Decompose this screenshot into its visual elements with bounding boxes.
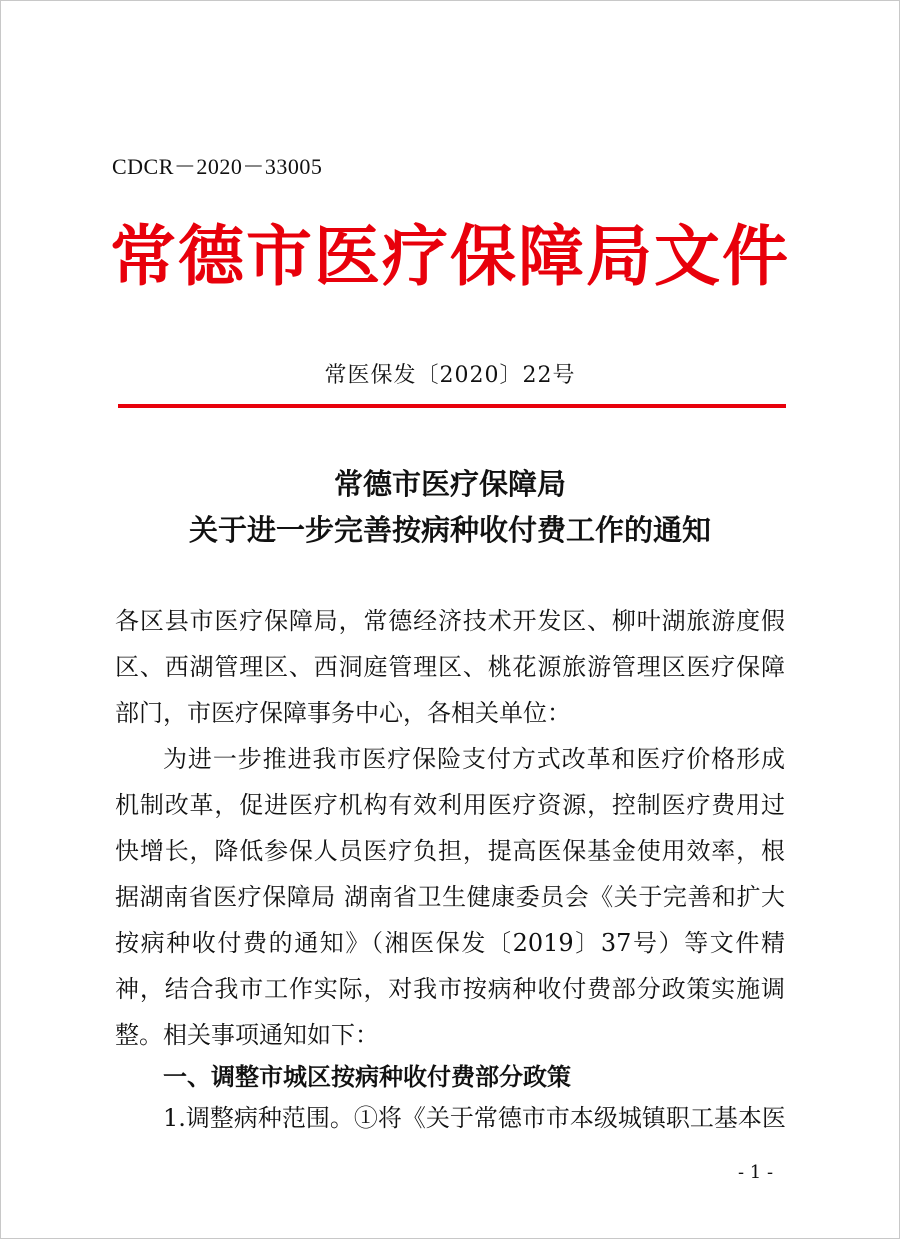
red-divider-line [118, 404, 786, 408]
document-title-line1: 常德市医疗保障局 [333, 467, 566, 501]
document-title-line2: 关于进一步完善按病种收付费工作的通知 [188, 513, 711, 547]
recipients-paragraph: 各区县市医疗保障局，常德经济技术开发区、柳叶湖旅游度假区、西湖管理区、西洞庭管理区、桃花源旅游管理区医疗保障部门，市医疗保障事务中心，各相关单位： [115, 607, 785, 727]
section-heading: 一、调整市城区按病种收付费部分政策 [163, 1063, 571, 1091]
document-header: 常德市医疗保障局文件 [110, 218, 790, 295]
document-number: 常医保发〔2020〕22号 [324, 363, 576, 388]
document-code: CDCR－2020－33005 [112, 154, 323, 179]
page-number: - 1 - [738, 1162, 774, 1183]
body-paragraph: 为进一步推进我市医疗保险支付方式改革和医疗价格形成机制改革，促进医疗机构有效利用医疗资源，控制医疗费用过快增长，降低参保人员医疗负担，提高医保基金使用效率，根据湖南省医疗保障局 湖南省卫生健康委员会《关于完善和扩大按病种收付费的通知》（湘医保发〔2019〕37号）等文件精神，结合我市工作实际，对我市按病种收付费部分政策实施调整。相关事项通知如下： [115, 745, 785, 1049]
item-line: 1.调整病种范围。①将《关于常德市市本级城镇职工基本医 [163, 1104, 786, 1132]
